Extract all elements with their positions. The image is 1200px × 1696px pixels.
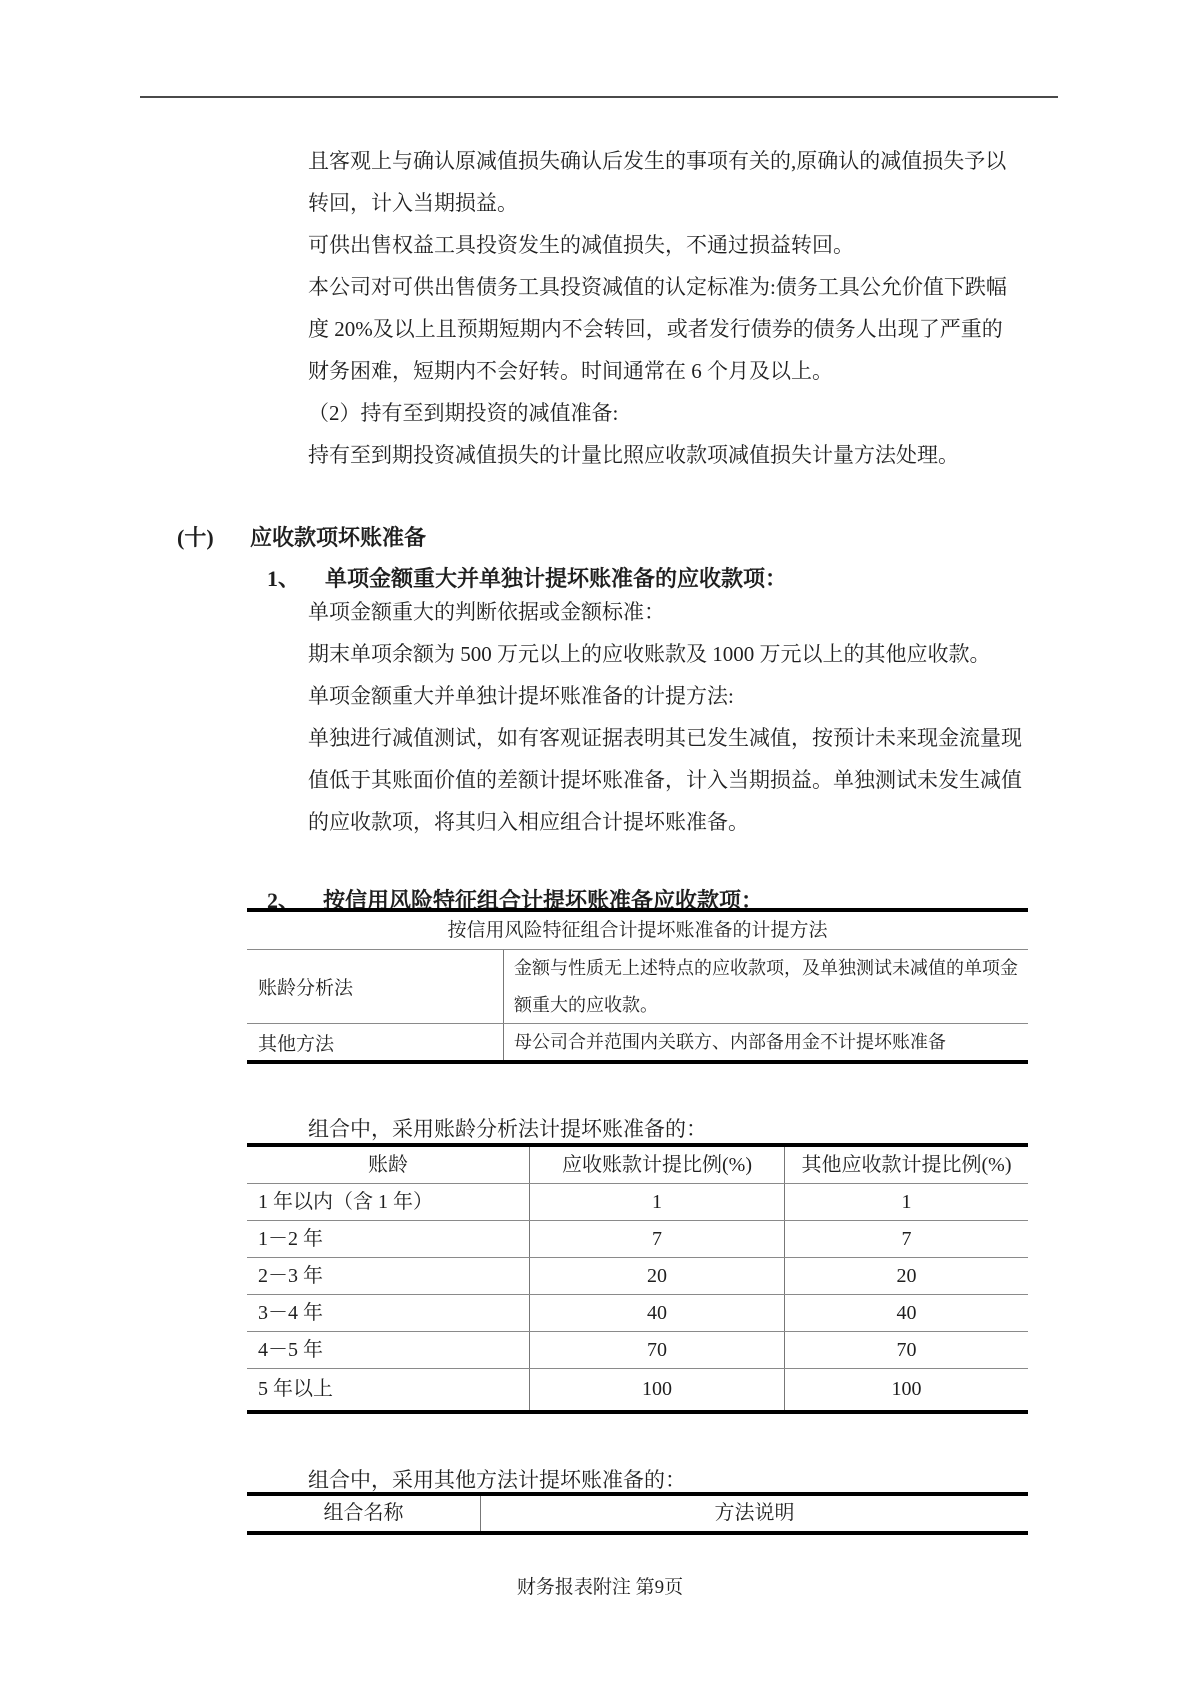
method-name-cell: 账龄分析法 xyxy=(258,978,354,999)
table-row xyxy=(247,1331,1028,1368)
ratio-cell: 20 xyxy=(784,1258,1028,1294)
ratio-cell: 100 xyxy=(529,1369,784,1410)
subsection-title: 单项金额重大并单独计提坏账准备的应收款项： xyxy=(325,566,788,591)
ratio-cell: 40 xyxy=(529,1295,784,1331)
section-number: (十) xyxy=(177,525,214,550)
table-header-row xyxy=(247,1496,1028,1531)
age-cell: 1 年以内（含 1 年） xyxy=(258,1191,433,1213)
desc-line: 金额与性质无上述特点的应收款项，及单独测试未减值的单项金 xyxy=(514,958,1018,978)
subsection-1-paragraph xyxy=(308,591,1038,843)
method-name-cell: 其他方法 xyxy=(258,1033,335,1055)
aging-provision-table xyxy=(247,1143,1028,1414)
table-row xyxy=(247,1257,1028,1294)
table-merged-header: 按信用风险特征组合计提坏账准备的计提方法 xyxy=(447,920,828,941)
other-method-table xyxy=(247,1492,1028,1535)
text-line: 期末单项余额为 500 万元以上的应收账款及 1000 万元以上的其他应收款。 xyxy=(308,642,991,666)
ratio-cell: 1 xyxy=(529,1184,784,1220)
method-desc-cell xyxy=(503,950,1028,1023)
ratio-cell: 70 xyxy=(529,1332,784,1368)
table-row xyxy=(247,1220,1028,1257)
intro-paragraph xyxy=(308,140,1038,476)
ratio-cell: 70 xyxy=(784,1332,1028,1368)
text-line: 值低于其账面价值的差额计提坏账准备，计入当期损益。单独测试未发生减值 xyxy=(308,768,1022,792)
ratio-cell: 20 xyxy=(529,1258,784,1294)
table-row xyxy=(247,1183,1028,1220)
header-rule xyxy=(140,96,1058,98)
method-desc-cell: 母公司合并范围内关联方、内部备用金不计提坏账准备 xyxy=(503,1024,1028,1060)
column-header: 应收账款计提比例(%) xyxy=(529,1147,784,1183)
subsection-title: 按信用风险特征组合计提坏账准备应收款项： xyxy=(323,888,764,913)
age-cell: 4－5 年 xyxy=(258,1339,323,1361)
text-line: 的应收款项，将其归入相应组合计提坏账准备。 xyxy=(308,810,749,834)
ratio-cell: 7 xyxy=(784,1221,1028,1257)
text-line: 可供出售权益工具投资发生的减值损失，不通过损益转回。 xyxy=(308,233,854,257)
text-line: （2）持有至到期投资的减值准备: xyxy=(308,401,619,425)
desc-line: 额重大的应收款。 xyxy=(514,994,658,1015)
text-line: 持有至到期投资减值损失的计量比照应收款项减值损失计量方法处理。 xyxy=(308,443,959,467)
text-line: 且客观上与确认原减值损失确认后发生的事项有关的,原确认的减值损失予以 xyxy=(308,149,1007,173)
column-header: 方法说明 xyxy=(480,1496,1028,1531)
table-row xyxy=(247,1294,1028,1331)
table-row xyxy=(247,1368,1028,1410)
column-header: 账龄 xyxy=(368,1154,408,1176)
text-line: 财务困难，短期内不会好转。时间通常在 6 个月及以上。 xyxy=(308,359,833,383)
text-line: 度 20%及以上且预期短期内不会转回，或者发行债券的债务人出现了严重的 xyxy=(308,317,1003,341)
age-cell: 3－4 年 xyxy=(258,1302,323,1324)
age-cell: 1－2 年 xyxy=(258,1228,323,1250)
table-row xyxy=(247,1023,1028,1060)
table-header-row xyxy=(247,1147,1028,1183)
subsection-number: 2、 xyxy=(267,888,301,913)
ratio-cell: 40 xyxy=(784,1295,1028,1331)
age-cell: 5 年以上 xyxy=(258,1378,333,1400)
page-footer: 财务报表附注 第9页 xyxy=(516,1577,684,1598)
age-cell: 2－3 年 xyxy=(258,1265,323,1287)
text-line: 单项金额重大并单独计提坏账准备的计提方法: xyxy=(308,684,734,708)
aging-table-intro: 组合中，采用账龄分析法计提坏账准备的： xyxy=(308,1117,707,1141)
other-table-intro: 组合中，采用其他方法计提坏账准备的： xyxy=(308,1468,686,1492)
text-line: 单独进行减值测试，如有客观证据表明其已发生减值，按预计未来现金流量现 xyxy=(308,726,1022,750)
text-line: 单项金额重大的判断依据或金额标准： xyxy=(308,600,665,624)
ratio-cell: 7 xyxy=(529,1221,784,1257)
subsection-number: 1、 xyxy=(267,566,301,591)
text-line: 转回，计入当期损益。 xyxy=(308,191,518,215)
text-line: 本公司对可供出售债务工具投资减值的认定标准为:债务工具公允价值下跌幅 xyxy=(308,275,1007,299)
provision-method-table xyxy=(247,908,1028,1064)
ratio-cell: 100 xyxy=(784,1369,1028,1410)
column-header: 其他应收款计提比例(%) xyxy=(784,1147,1028,1183)
table-row xyxy=(247,949,1028,1023)
section-title: 应收款项坏账准备 xyxy=(250,525,427,550)
column-header: 组合名称 xyxy=(323,1502,404,1524)
ratio-cell: 1 xyxy=(784,1184,1028,1220)
